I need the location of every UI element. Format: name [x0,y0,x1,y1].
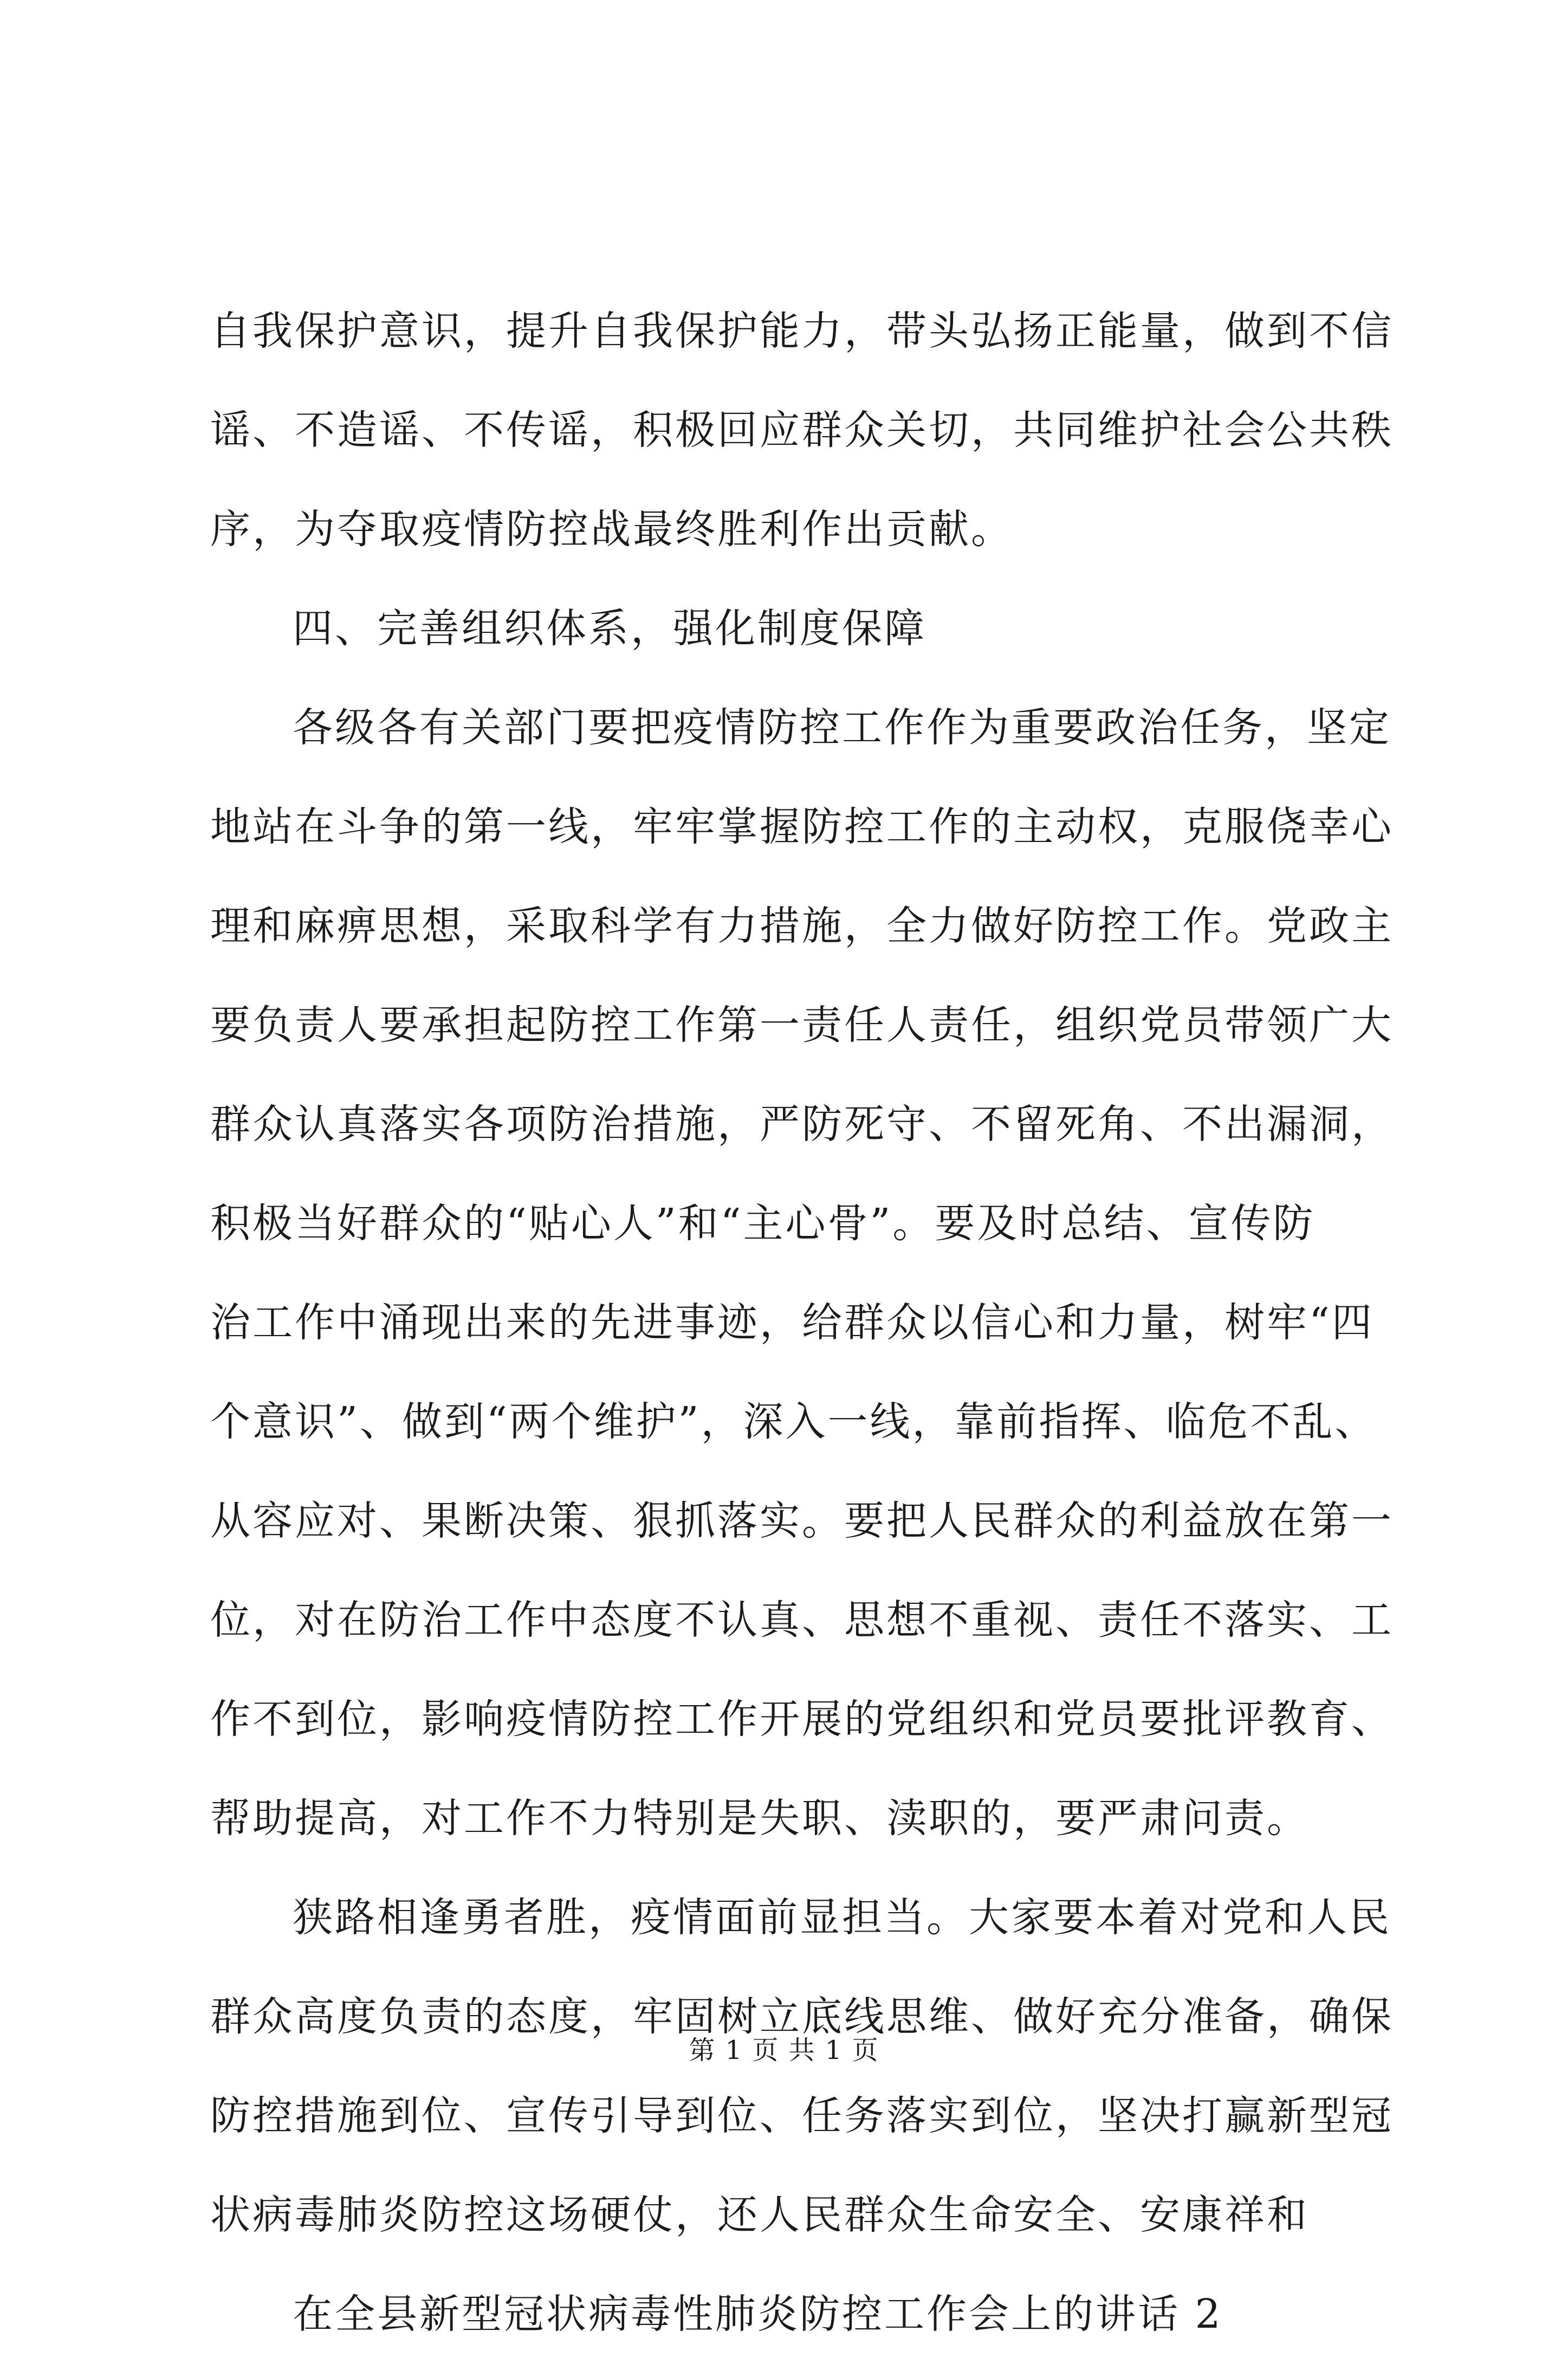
body-line: 状病毒肺炎防控这场硬仗，还人民群众生命安全、安康祥和 [210,2192,1309,2238]
page-number-footer: 第 1 页 共 1 页 [689,2035,879,2065]
body-line: 要负责人要承担起防控工作第一责任人责任，组织党员带领广大 [210,1002,1394,1048]
body-line: 序，为夺取疫情防控战最终胜利作出贡献。 [210,506,1013,553]
body-line: 地站在斗争的第一线，牢牢掌握防控工作的主动权，克服侥幸心 [210,804,1394,850]
section-heading: 四、完善组织体系，强化制度保障 [293,605,926,652]
document-title-line: 在全县新型冠状病毒性肺炎防控工作会上的讲话 2 [293,2291,1223,2337]
body-line: 自我保护意识，提升自我保护能力，带头弘扬正能量，做到不信 [210,308,1394,354]
body-line: 治工作中涌现出来的先进事迹，给群众以信心和力量，树牢“四 [210,1299,1374,1346]
body-line: 帮助提高，对工作不力特别是失职、渎职的，要严肃问责。 [210,1795,1309,1842]
body-line: 积极当好群众的“贴心人”和“主心骨”。要及时总结、宣传防 [210,1200,1316,1247]
body-line: 谣、不造谣、不传谣，积极回应群众关切，共同维护社会公共秩 [210,407,1394,454]
body-line: 作不到位，影响疫情防控工作开展的党组织和党员要批评教育、 [210,1696,1394,1743]
body-line: 各级各有关部门要把疫情防控工作作为重要政治任务，坚定 [293,704,1391,751]
body-line: 群众高度负责的态度，牢固树立底线思维、做好充分准备，确保 [210,1993,1394,2040]
body-line: 个意识”、做到“两个维护”，深入一线，靠前指挥、临危不乱、 [210,1398,1377,1445]
body-line: 狭路相逢勇者胜，疫情面前显担当。大家要本着对党和人民 [293,1894,1391,1941]
body-line: 群众认真落实各项防治措施，严防死守、不留死角、不出漏洞， [210,1101,1394,1148]
body-line: 理和麻痹思想，采取科学有力措施，全力做好防控工作。党政主 [210,903,1394,949]
body-line: 从容应对、果断决策、狠抓落实。要把人民群众的利益放在第一 [210,1498,1394,1544]
body-line: 位，对在防治工作中态度不认真、思想不重视、责任不落实、工 [210,1597,1394,1643]
body-line: 防控措施到位、宣传引导到位、任务落实到位，坚决打赢新型冠 [210,2093,1394,2139]
